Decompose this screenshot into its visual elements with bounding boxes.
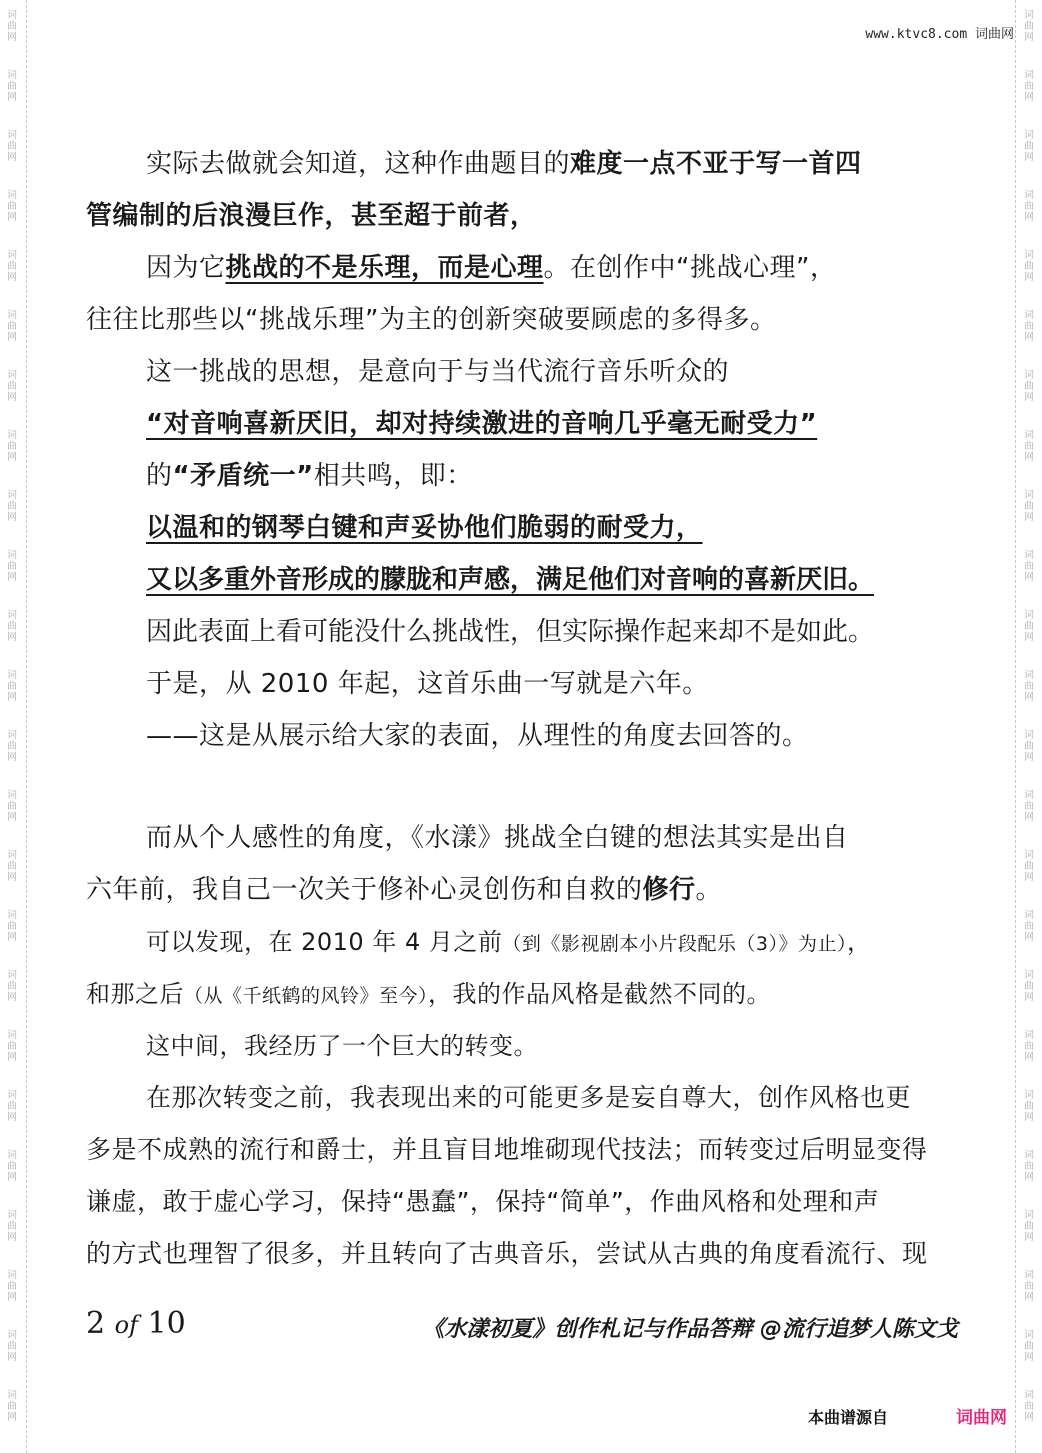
text-run: 往往比那些以“挑战乐理”为主的创新突破要顾虑的多得多。 [86, 305, 777, 335]
small-text-run: （从《千纸鹤的风铃》至今） [184, 985, 429, 1007]
paragraph-line [146, 560, 1018, 600]
text-run: 可以发现，在 2010 年 4 月之前 [146, 928, 503, 956]
text-run: 因为它 [146, 253, 226, 283]
watermark-text: 词 曲 网 [1024, 1150, 1034, 1183]
watermark-text: 词 曲 网 [1024, 1090, 1034, 1123]
watermark-text: 词 曲 网 [1024, 1390, 1034, 1423]
paragraph-line [86, 1234, 958, 1274]
text-run: 这一挑战的思想，是意向于与当代流行音乐听众的 [146, 357, 730, 387]
watermark-text: 词 曲 网 [7, 310, 17, 343]
watermark-text: 词 曲 网 [7, 370, 17, 403]
watermark-text: 词 曲 网 [7, 250, 17, 283]
site-watermark [865, 23, 1014, 42]
watermark-text: 词 曲 网 [7, 70, 17, 103]
bold-text-run: 难度一点不亚于写一首四 [570, 149, 862, 179]
page-of: of [114, 1311, 138, 1339]
paragraph-line [146, 1078, 1018, 1118]
paragraph-line [146, 508, 1018, 548]
bold-underlined-run: “对音响喜新厌旧，却对持续激进的音响几乎毫无耐受力” [146, 409, 818, 439]
text-run: ， [846, 928, 872, 956]
watermark-text: 词 曲 网 [7, 790, 17, 823]
watermark-text: 词 曲 网 [7, 730, 17, 763]
text-run: 的方式也理智了很多，并且转向了古典音乐，尝试从古典的角度看流行、现 [86, 1239, 928, 1268]
watermark-text: 词 曲 网 [7, 1390, 17, 1423]
watermark-text: 词 曲 网 [7, 1150, 17, 1183]
watermark-text: 词 曲 网 [7, 430, 17, 463]
paragraph-line [146, 248, 1018, 288]
watermark-text: 词 曲 网 [7, 10, 17, 43]
watermark-text: 词 曲 网 [7, 130, 17, 163]
watermark-text: 词 曲 网 [1024, 130, 1034, 163]
watermark-text: 词 曲 网 [1024, 370, 1034, 403]
paragraph-line [86, 196, 958, 236]
watermark-text: 词 曲 网 [1024, 790, 1034, 823]
watermark-text: 词 曲 网 [1024, 250, 1034, 283]
paragraph-line [86, 870, 958, 910]
text-run: 于是，从 2010 年起，这首乐曲一写就是六年。 [146, 669, 709, 699]
text-run: ，我的作品风格是截然不同的。 [428, 980, 772, 1008]
watermark-text: 词 曲 网 [1024, 10, 1034, 43]
watermark-text: 词 曲 网 [1024, 610, 1034, 643]
watermark-text: 词 曲 网 [1024, 670, 1034, 703]
paragraph-line [86, 1182, 958, 1222]
text-run: 实际去做就会知道，这种作曲题目的 [146, 149, 571, 179]
paragraph-line [146, 818, 1018, 858]
watermark-text: 词 曲 网 [1024, 550, 1034, 583]
watermark-text: 词 曲 网 [7, 190, 17, 223]
bold-underlined-run: 挑战的不是乐理，而是心理 [225, 253, 544, 283]
text-run: 这中间，我经历了一个巨大的转变。 [146, 1032, 538, 1060]
watermark-text: 词 曲 网 [1024, 1270, 1034, 1303]
small-text-run: （到《影视剧本小片段配乐（3）》为止） [502, 933, 847, 955]
paragraph-line [86, 974, 958, 1016]
paragraph-line [146, 1026, 1018, 1066]
watermark-text: 词 曲 网 [7, 1090, 17, 1123]
watermark-text: 词 曲 网 [1024, 70, 1034, 103]
paragraph-line [146, 612, 1018, 652]
watermark-text: 词 曲 网 [1024, 850, 1034, 883]
paragraph-line [86, 1130, 958, 1170]
text-run: 谦虚，敢于虚心学习，保持“愚蠢”，保持“简单”，作曲风格和处理和声 [86, 1187, 880, 1216]
text-run: 多是不成熟的流行和爵士，并且盲目地堆砌现代技法；而转变过后明显变得 [86, 1135, 928, 1164]
watermark-text: 词 曲 网 [7, 610, 17, 643]
watermark-text: 词 曲 网 [7, 490, 17, 523]
bold-text-run: 管编制的后浪漫巨作，甚至超于前者， [86, 201, 537, 231]
watermark-text: 词 曲 网 [7, 1330, 17, 1363]
text-run: 相共鸣，即： [313, 461, 473, 491]
watermark-text: 词 曲 网 [7, 550, 17, 583]
page-total: 10 [147, 1306, 186, 1341]
watermark-text: 词 曲 网 [7, 910, 17, 943]
watermark-text: 词 曲 网 [1024, 1030, 1034, 1063]
text-run: 的 [146, 461, 173, 491]
site-url: www.ktvc8.com [865, 27, 968, 42]
bold-underlined-run: 又以多重外音形成的朦胧和声感，满足他们对音响的喜新厌旧。 [146, 565, 875, 595]
page-current: 2 [86, 1306, 106, 1341]
watermark-text: 词 曲 网 [1024, 1210, 1034, 1243]
bold-underlined-run: 以温和的钢琴白键和声妥协他们脆弱的耐受力， [146, 513, 703, 543]
text-run: 六年前，我自己一次关于修补心灵创伤和自救的 [86, 875, 643, 905]
watermark-text: 词 曲 网 [7, 1270, 17, 1303]
paragraph-line [146, 456, 1018, 496]
paragraph-line [146, 404, 1018, 444]
page-number [86, 1306, 186, 1341]
watermark-text: 词 曲 网 [1024, 910, 1034, 943]
text-run: 和那之后 [86, 980, 184, 1008]
watermark-text: 词 曲 网 [7, 670, 17, 703]
watermark-text: 词 曲 网 [7, 970, 17, 1003]
text-run: 在那次转变之前，我表现出来的可能更多是妄自尊大，创作风格也更 [146, 1083, 912, 1112]
watermark-text: 词 曲 网 [1024, 970, 1034, 1003]
paragraph-line [86, 300, 958, 340]
watermark-text: 词 曲 网 [7, 850, 17, 883]
watermark-text: 词 曲 网 [1024, 1330, 1034, 1363]
watermark-text: 词 曲 网 [7, 1030, 17, 1063]
text-run: 而从个人感性的角度，《水漾》挑战全白键的想法其实是出自 [146, 823, 849, 853]
paragraph-line [146, 144, 1018, 184]
site-name: 词曲网 [974, 27, 1014, 42]
text-run: 因此表面上看可能没什么挑战性，但实际操作起来却不是如此。 [146, 617, 875, 647]
source-label: 本曲谱源自 [808, 1408, 889, 1427]
watermark-text: 词 曲 网 [1024, 190, 1034, 223]
paragraph-line [146, 664, 1018, 704]
watermark-text: 词 曲 网 [1024, 310, 1034, 343]
paragraph-line [146, 922, 1018, 964]
watermark-text: 词 曲 网 [1024, 430, 1034, 463]
text-run: 。 [695, 875, 723, 905]
text-run: 。在创作中“挑战心理”， [543, 253, 837, 283]
text-run: ——这是从展示给大家的表面，从理性的角度去回答的。 [146, 721, 809, 751]
bold-text-run: “矛盾统一” [172, 461, 314, 491]
paragraph-line [146, 716, 1018, 756]
paragraph-line [146, 352, 1018, 392]
site-logo[interactable]: 词曲网 [956, 1408, 1007, 1428]
watermark-text: 词 曲 网 [7, 1210, 17, 1243]
footer-title: 《水漾初夏》创作札记与作品答辩 @流行追梦人陈文戈 [422, 1317, 958, 1342]
bold-text-run: 修行 [642, 875, 696, 905]
watermark-text: 词 曲 网 [1024, 730, 1034, 763]
watermark-text: 词 曲 网 [1024, 490, 1034, 523]
